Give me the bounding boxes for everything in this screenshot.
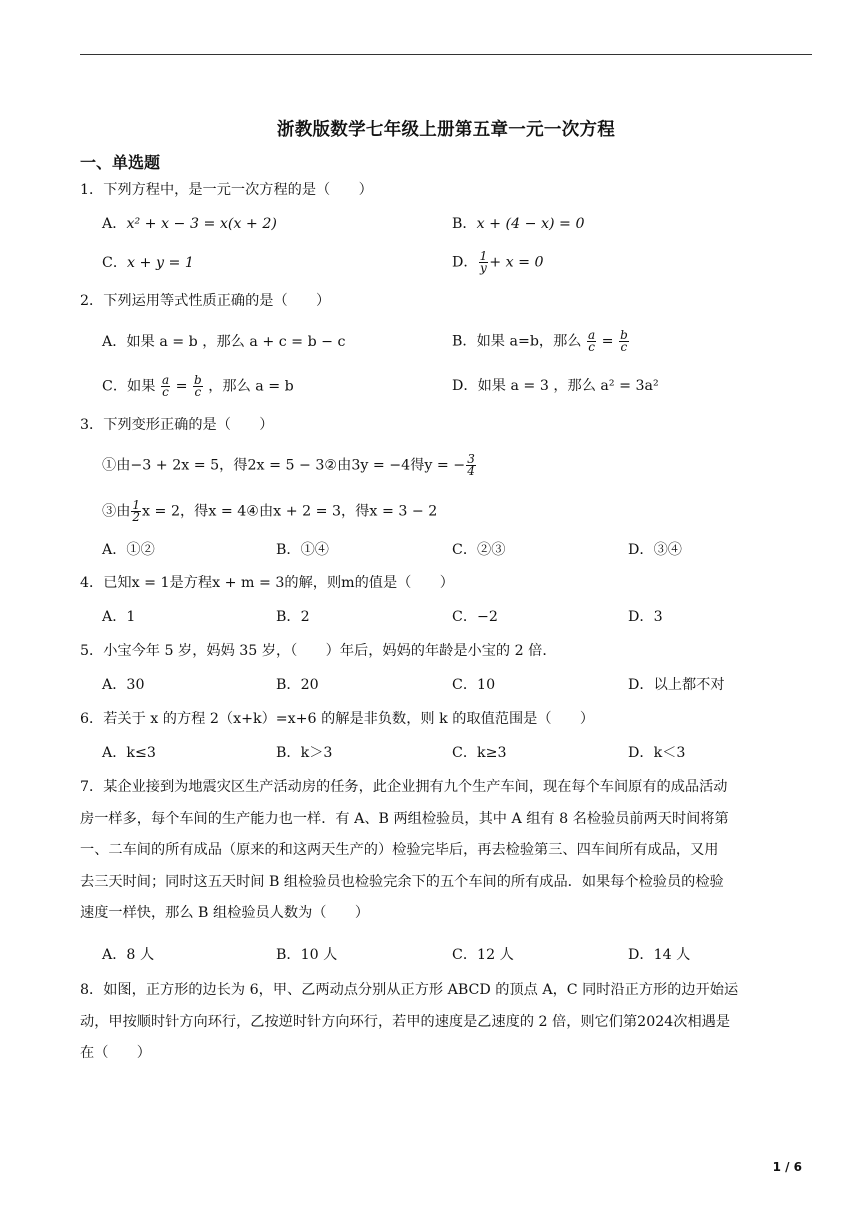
question-5-option-b: B．20 <box>276 677 319 693</box>
question-3-stem: 3．下列变形正确的是（ ） <box>80 417 274 433</box>
question-5-option-d: D．以上都不对 <box>628 677 725 693</box>
option-math: x + (4 − x) = 0 <box>476 216 585 232</box>
question-7-option-c: C．12 人 <box>452 947 514 963</box>
question-3-statement-1-2: ①由−3 + 2x = 5，得2x = 5 − 3②由3y = −4得y = − $\frac{3}{4}$ <box>102 452 475 478</box>
fraction: $\frac{b}{c}$ <box>194 373 202 399</box>
question-6-option-c: C．k≥3 <box>452 745 507 761</box>
option-math: x² + x − 3 = x(x + 2) <box>126 216 277 232</box>
option-label: A． <box>102 216 127 232</box>
question-1-option-d <box>452 251 544 274</box>
option-label: C． <box>102 255 128 271</box>
question-3-option-a: A．①② <box>102 542 155 558</box>
question-2-option-d: D．如果 a = 3 ，那么 a² = 3a² <box>452 378 659 394</box>
question-1-stem: 1．下列方程中，是一元一次方程的是（ ） <box>80 182 373 198</box>
option-label: D． <box>452 254 478 271</box>
question-4-option-b: B．2 <box>276 609 310 625</box>
question-1-option-c <box>102 253 194 273</box>
question-3-option-c: C．②③ <box>452 542 506 558</box>
question-4-option-a: A．1 <box>102 609 136 625</box>
fraction: $\frac{b}{c}$ <box>620 328 628 354</box>
question-6-stem: 6．若关于 x 的方程 2（x+k）=x+6 的解是非负数，则 k 的取值范围是（ ） <box>80 711 595 727</box>
question-7-option-d: D．14 人 <box>628 947 691 963</box>
fraction: $\frac{1}{y}$ <box>479 249 488 275</box>
question-2-option-b: B．如果 a=b，那么 $\frac{a}{c}$ = $\frac{b}{c}$ <box>452 328 628 354</box>
question-8-stem: 8．如图，正方形的边长为 6，甲、乙两动点分别从正方形 ABCD 的顶点 A，C 同时沿正方形的边开始运 动，甲按顺时针方向环行，乙按逆时针方向环行，若甲的速度是乙速度的 2 倍，则它们第2024次相遇是 在（ ） <box>80 982 739 1061</box>
question-2-stem: 2．下列运用等式性质正确的是（ ） <box>80 293 331 309</box>
question-4-stem: 4．已知x = 1是方程x + m = 3的解，则m的值是（ ） <box>80 575 454 591</box>
question-3-option-d: D．③④ <box>628 542 682 558</box>
option-label: B． <box>452 216 477 232</box>
question-1-option-b <box>452 214 584 234</box>
question-1-option-a <box>102 214 277 234</box>
option-math: + x = 0 <box>489 254 544 271</box>
option-math: x + y = 1 <box>127 255 194 271</box>
fraction: $\frac{a}{c}$ <box>588 328 596 354</box>
page-number: 1 / 6 <box>772 1160 802 1174</box>
question-7-option-b: B．10 人 <box>276 947 338 963</box>
question-7-stem: 7．某企业接到为地震灾区生产活动房的任务，此企业拥有九个生产车间，现在每个车间原有的成品活动 房一样多，每个车间的生产能力也一样．有 A、B 两组检验员，其中 A 组有 8 名检验员前两天时间将第 一、二车间的所有成品（原来的和这两天生产的）检验完毕后，再去检验第三、四车间所有成品，又用 去三天时间；同时这五天时间 B 组检验员也检验完余下的五个车间的所有成品．如果每个检验员的检验 速度一样快，那么 B 组检验员人数为（ ） <box>80 779 729 921</box>
fraction: $\frac{3}{4}$ <box>467 452 475 478</box>
question-4-option-d: D．3 <box>628 609 663 625</box>
question-3-statement-3-4: ③由 $\frac{1}{2}$ x = 2，得x = 4④由x + 2 = 3，得x = 3 − 2 <box>102 498 438 524</box>
question-5-stem: 5．小宝今年 5 岁，妈妈 35 岁，（ ）年后，妈妈的年龄是小宝的 2 倍． <box>80 643 557 659</box>
question-3-option-b: B．①④ <box>276 542 329 558</box>
header-rule <box>80 54 812 55</box>
question-2-option-c: C．如果 $\frac{a}{c}$ = $\frac{b}{c}$ ，那么 a = b <box>102 373 294 399</box>
question-5-option-a: A．30 <box>102 677 145 693</box>
question-4-option-c: C．−2 <box>452 609 498 625</box>
question-2-option-a: A．如果 a = b ，那么 a + c = b − c <box>102 334 346 350</box>
fraction: $\frac{a}{c}$ <box>161 373 170 399</box>
question-5-option-c: C．10 <box>452 677 496 693</box>
question-6-option-a: A．k≤3 <box>102 745 156 761</box>
document-title: 浙教版数学七年级上册第五章一元一次方程 <box>276 120 616 140</box>
fraction: $\frac{1}{2}$ <box>132 498 141 524</box>
section-heading: 一、单选题 <box>80 153 161 172</box>
question-6-option-d: D．k＜3 <box>628 745 686 761</box>
question-7-option-a: A．8 人 <box>102 947 155 963</box>
question-6-option-b: B．k＞3 <box>276 745 333 761</box>
